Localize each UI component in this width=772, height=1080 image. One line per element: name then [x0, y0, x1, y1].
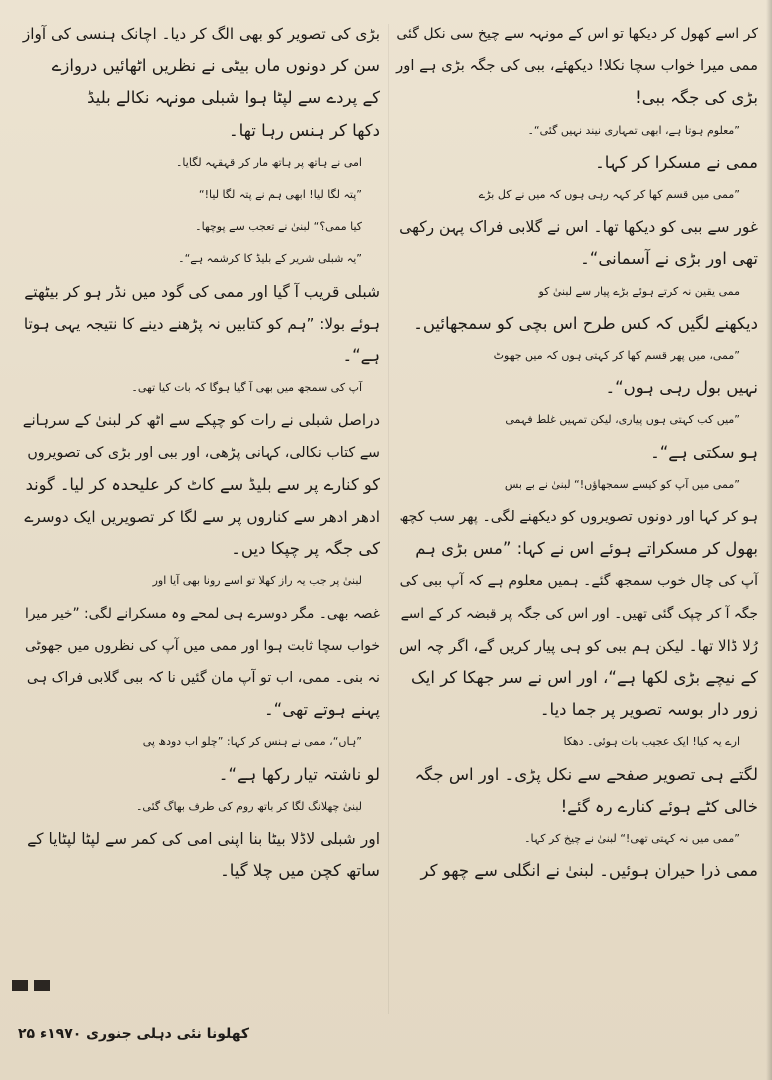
page-footer: کھلونا نئی دہلی جنوری ۱۹۷۰ء ۲۵ — [18, 1026, 250, 1042]
text-line: شبلی قریب آ گیا اور ممی کی گود میں نڈر ہو کر بیٹھتے — [24, 282, 380, 301]
text-line: ”ممی میں آپ کو کیسے سمجھاؤں!“ لبنیٰ نے بے بس — [504, 477, 740, 491]
text-line: دکھا کر ہنس رہا تھا۔ — [228, 120, 380, 140]
text-line: ممی نے مسکرا کر کہا۔ — [595, 152, 758, 172]
text-line: دراصل شبلی نے رات کو چپکے سے اٹھ کر لبنیٰ کے سرہانے — [22, 411, 380, 430]
story-end-marks — [12, 980, 50, 991]
text-line: ”ممی میں نہ کہتی تھی!“ لبنیٰ نے چیخ کر کہا۔ — [524, 832, 740, 846]
text-line: لبنیٰ پر جب یہ راز کھلا تو اسے رونا بھی آیا اور — [152, 574, 362, 588]
text-line: بڑی کی تصویر کو بھی الگ کر دیا۔ اچانک ہنسی کی آواز — [22, 25, 380, 43]
text-line: آپ کی سمجھ میں بھی آ گیا ہوگا کہ بات کیا تھی۔ — [131, 381, 362, 395]
left-text-column — [22, 18, 380, 887]
right-text-column — [396, 18, 758, 887]
text-line: خواب سچا ثابت ہوا اور ممی میں آپ کی نظروں میں جھوٹی — [25, 637, 380, 654]
end-mark — [34, 980, 50, 991]
text-line: ممی یقین نہ کرتے ہوئے بڑے پیار سے لبنیٰ کو — [538, 284, 740, 298]
text-line: کیا ممی؟“ لبنیٰ نے تعجب سے پوچھا۔ — [195, 220, 362, 234]
text-line: ”معلوم ہوتا ہے، ابھی تمہاری نیند نہیں گئی“۔ — [527, 123, 740, 137]
end-mark — [12, 980, 28, 991]
column-divider — [388, 24, 389, 1014]
text-line: ممی میرا خواب سچا نکلا! دیکھئے، ببی کی جگہ بڑی ہے اور — [396, 57, 758, 75]
text-line: بھول کر مسکراتے ہوئے اس نے کہا: ”مس بڑی ہم — [415, 539, 758, 559]
text-line: ساتھ کچن میں چلا گیا۔ — [220, 861, 380, 881]
text-line: ”ممی میں قسم کھا کر کہہ رہی ہوں کہ میں نے کل بڑے — [478, 188, 740, 202]
text-line: لبنیٰ چھلانگ لگا کر باتھ روم کی طرف بھاگ گئی۔ — [135, 799, 362, 813]
text-line: ممی ذرا حیران ہوئیں۔ لبنیٰ نے انگلی سے چھو کر — [420, 861, 758, 881]
text-line: تھی اور بڑی نے آسمانی“۔ — [580, 249, 758, 269]
text-line: نہیں بول رہی ہوں“۔ — [605, 378, 758, 398]
text-line: غصہ بھی۔ مگر دوسرے ہی لمحے وہ مسکرانے لگی: ”خیر میرا — [25, 605, 380, 622]
text-line: کی جگہ پر چپکا دیں۔ — [231, 539, 380, 559]
text-line: زور دار بوسہ تصویر پر جما دیا۔ — [539, 700, 758, 720]
text-line: ”ممی، میں پھر قسم کھا کر کہتی ہوں کہ میں جھوٹ — [493, 349, 740, 363]
text-line: ”یہ شبلی شریر کے بلیڈ کا کرشمہ ہے“۔ — [178, 252, 362, 266]
text-line: ارے یہ کیا! ایک عجیب بات ہوئی۔ دھکا — [563, 735, 740, 749]
text-line: ہوئے بولا: ”ہم کو کتابیں نہ پڑھنے دینے کا نتیجہ یہی ہوتا — [23, 314, 380, 333]
text-line: بڑی کی جگہ ببی! — [635, 88, 758, 108]
text-line: ہو کر کہا اور دونوں تصویروں کو دیکھنے لگی۔ پھر سب کچھ — [399, 509, 758, 526]
text-line: ادھر ادھر سے کناروں پر سے لگا کر تصویریں ایک دوسرے — [24, 508, 380, 527]
text-line: ہے“۔ — [342, 346, 380, 366]
text-line: دیکھنے لگیں کہ کس طرح اس بچی کو سمجھائیں۔ — [413, 313, 758, 333]
text-line: اور شبلی لاڈلا بیٹا بنا اپنی امی کی کمر سے لپٹا لپٹایا کے — [27, 830, 380, 849]
text-line: سن کر دونوں ماں بیٹی نے نظریں اٹھائیں دروازے — [51, 56, 380, 76]
text-line: کے پردے سے لپٹا ہوا شبلی مونہہ نکالے بلیڈ — [87, 88, 380, 108]
text-line: آپ کی چال خوب سمجھ گئے۔ ہمیں معلوم ہے کہ آپ ببی کی — [399, 573, 758, 590]
text-line: پہنے ہوتے تھی“۔ — [263, 700, 380, 720]
text-line: ہو سکتی ہے“۔ — [650, 442, 758, 462]
text-line: رُلا ڈالا تھا۔ لیکن ہم ببی کو ہی پیار کریں گے، اگر چہ اس — [398, 636, 758, 655]
text-line: نہ بنی۔ ممی، اب تو آپ مان گئیں نا کہ ببی گلابی فراک ہی — [26, 670, 380, 687]
text-line: جگہ آ کر چپک گئی تھیں۔ اور اس کی جگہ پر قبضہ کر کے اسے — [400, 605, 758, 622]
text-line: ”پتہ لگا لیا! ابھی ہم نے پتہ لگا لیا!“ — [198, 188, 362, 202]
text-line: خالی کٹے ہوئے کنارے رہ گئے! — [560, 796, 758, 816]
text-line: کے نیچے بڑی لکھا ہے“، اور اس نے سر جھکا کر ایک — [411, 668, 758, 688]
text-line: سے کتاب نکالی، کہانی پڑھی، اور ببی اور بڑی کی تصویروں — [27, 444, 380, 461]
text-line: کر اسے کھول کر دیکھا تو اس کے مونہہ سے چیخ سی نکل گئی — [396, 26, 758, 42]
text-line: ”میں کب کہتی ہوں پیاری، لیکن تمہیں غلط فہمی — [505, 413, 740, 427]
text-line: ”ہاں“، ممی نے ہنس کر کہا: ”چلو اب دودھ پی — [142, 735, 362, 749]
text-line: لگتے ہی تصویر صفحے سے نکل پڑی۔ اور اس جگہ — [414, 764, 758, 784]
page-edge-shadow — [766, 0, 772, 1080]
text-line: امی نے ہاتھ پر ہاتھ مار کر قہقہہ لگایا۔ — [175, 155, 362, 169]
text-line: غور سے ببی کو دیکھا تھا۔ اس نے گلابی فراک پہن رکھی — [399, 218, 758, 237]
text-line: کو کنارے پر سے بلیڈ سے کاٹ کر علیحدہ کر لیا۔ گوند — [25, 474, 380, 494]
text-line: لو ناشتہ تیار رکھا ہے“۔ — [218, 764, 380, 784]
